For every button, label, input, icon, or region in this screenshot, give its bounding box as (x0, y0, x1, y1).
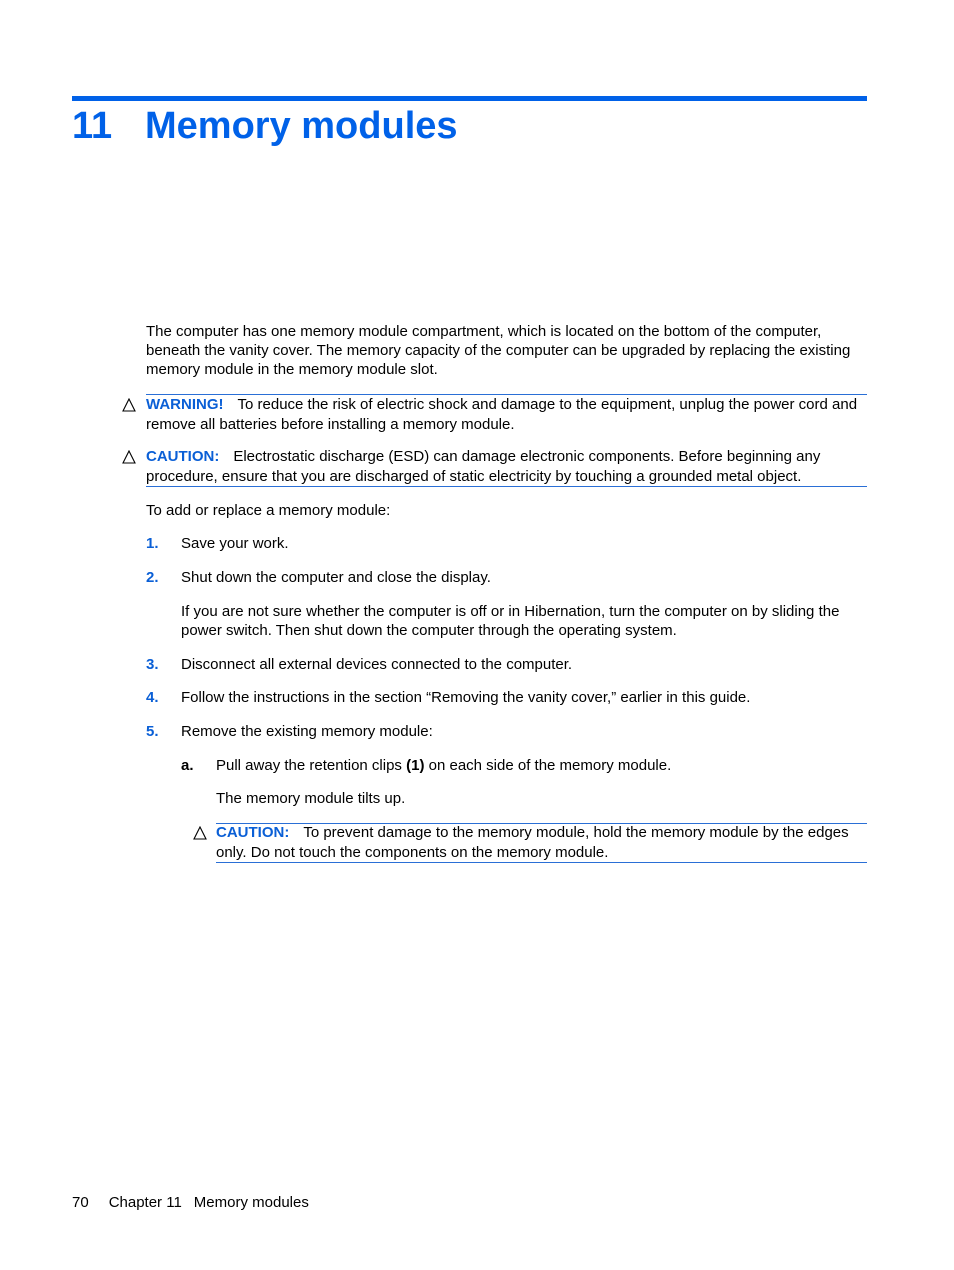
substep-text-part: Pull away the retention clips (216, 757, 407, 774)
caution-notice (146, 447, 868, 486)
substep-letter: a. (181, 757, 194, 774)
caution2-text: To prevent damage to the memory module, hold the memory module by the edges only. Do not touch the components on the memory module. (216, 824, 849, 861)
chapter-number: 11 (72, 105, 113, 147)
caution2-bottom-rule (216, 862, 867, 863)
callout-number: (1) (406, 757, 425, 774)
caution-bottom-rule (146, 486, 867, 487)
caution2-icon (193, 826, 207, 840)
page-footer (72, 1193, 321, 1212)
step-number: 1. (146, 535, 159, 552)
substep-text (216, 756, 868, 775)
chapter-title (72, 99, 458, 153)
step-text: Follow the instructions in the section “Removing the vanity cover,” earlier in this guide. (181, 689, 751, 706)
footer-chapter: Chapter 11 (108, 1194, 182, 1211)
step-number: 5. (146, 723, 159, 740)
step-text: Save your work. (181, 535, 289, 552)
procedure-lead: To add or replace a memory module: (146, 502, 391, 519)
substep-note: The memory module tilts up. (216, 790, 406, 807)
caution-label: CAUTION: (146, 448, 220, 465)
warning-label: WARNING! (146, 396, 224, 413)
page-number: 70 (72, 1194, 89, 1211)
caution-text: Electrostatic discharge (ESD) can damage electronic components. Before beginning any procedure, ensure that you are discharged of static electricity by touching a grounded metal object. (146, 448, 821, 485)
step-number: 4. (146, 689, 159, 706)
step-text: Shut down the computer and close the display. (181, 569, 491, 586)
step-note: If you are not sure whether the computer is off or in Hibernation, turn the computer on by sliding the power switch. Then shut down the computer through the operating system. (181, 603, 840, 639)
warning-notice (146, 395, 868, 434)
caution2-notice (216, 823, 868, 862)
step-number: 3. (146, 656, 159, 673)
step-text: Disconnect all external devices connected to the computer. (181, 656, 573, 673)
step-number: 2. (146, 569, 159, 586)
warning-text: To reduce the risk of electric shock and damage to the equipment, unplug the power cord and remove all batteries before installing a memory module. (146, 396, 858, 433)
footer-title: Memory modules (193, 1194, 309, 1211)
warning-icon (122, 398, 136, 412)
substep-text-part: on each side of the memory module. (424, 757, 672, 774)
step-text: Remove the existing memory module: (181, 723, 433, 740)
caution-icon (122, 450, 136, 464)
chapter-title-text: Memory modules (145, 105, 458, 147)
caution2-label: CAUTION: (216, 824, 290, 841)
intro-paragraph: The computer has one memory module compartment, which is located on the bottom of the computer, beneath the vanity cover. The memory capacity of the computer can be upgraded by replacing the existing memory module in the memory module slot. (146, 323, 851, 378)
